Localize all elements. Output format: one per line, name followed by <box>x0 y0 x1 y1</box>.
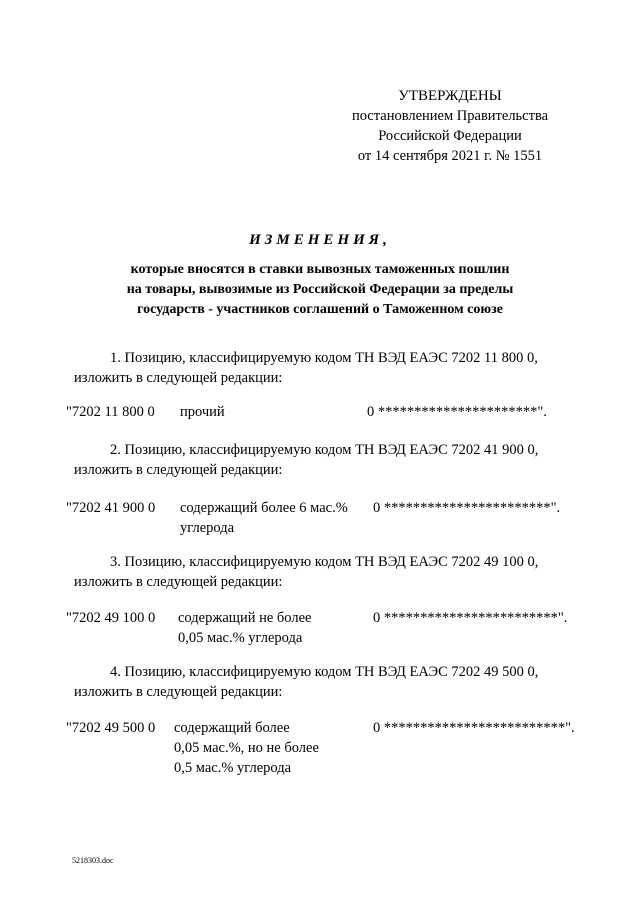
approval-line-2: Российской Федерации <box>378 128 522 144</box>
item-1-desc: прочий <box>180 404 225 420</box>
item-2-entry <box>0 498 640 538</box>
item-2-desc-line-2: углерода <box>180 520 235 536</box>
item-1-paragraph <box>74 348 574 388</box>
item-2-text: 2. Позицию, классифицируемую кодом ТН ВЭД ЕАЭС 7202 41 900 0, <box>110 442 539 458</box>
item-2-paragraph <box>74 440 574 480</box>
item-3-text-cont: изложить в следующей редакции: <box>74 574 283 590</box>
subtitle-line-3: государств - участников соглашений о Таможенном союзе <box>137 302 503 317</box>
item-3-paragraph <box>74 552 574 592</box>
item-4-text-cont: изложить в следующей редакции: <box>74 684 283 700</box>
item-2-code: "7202 41 900 0 <box>66 500 156 516</box>
item-4-entry <box>0 718 640 778</box>
item-3-entry <box>0 608 640 648</box>
approval-line-3: от 14 сентября 2021 г. № 1551 <box>357 148 543 164</box>
item-4-code: "7202 49 500 0 <box>66 720 156 736</box>
item-1-text-cont: изложить в следующей редакции: <box>74 370 283 386</box>
item-3-code: "7202 49 100 0 <box>66 610 156 626</box>
item-3-rate: 0 ************************". <box>373 610 568 626</box>
item-1-code: "7202 11 800 0 <box>66 404 155 420</box>
subtitle-line-2: на товары, вывозимые из Российской Федерации за пределы <box>126 282 514 297</box>
item-4-desc-line-1: содержащий более <box>174 720 290 736</box>
approval-line-1: постановлением Правительства <box>351 108 549 124</box>
approval-block <box>340 86 560 166</box>
item-1-entry <box>0 402 640 422</box>
item-2-rate: 0 ***********************". <box>373 500 561 516</box>
file-name-footer: 5218303.doc <box>72 856 114 865</box>
item-1-text: 1. Позицию, классифицируемую кодом ТН ВЭД ЕАЭС 7202 11 800 0, <box>110 350 538 366</box>
subtitle-line-1: которые вносятся в ставки вывозных таможенных пошлин <box>130 262 510 277</box>
item-1-rate: 0 **********************". <box>367 404 547 420</box>
document-subtitle <box>90 260 550 320</box>
item-4-desc-line-3: 0,5 мас.% углерода <box>174 760 292 776</box>
item-4-text: 4. Позицию, классифицируемую кодом ТН ВЭД ЕАЭС 7202 49 500 0, <box>110 664 539 680</box>
item-3-desc-line-2: 0,05 мас.% углерода <box>178 630 303 646</box>
item-2-desc-line-1: содержащий более 6 мас.% <box>180 500 348 516</box>
item-3-desc-line-1: содержащий не более <box>178 610 312 626</box>
document-title: ИЗМЕНЕНИЯ, <box>249 232 391 248</box>
item-2-text-cont: изложить в следующей редакции: <box>74 462 283 478</box>
item-3-text: 3. Позицию, классифицируемую кодом ТН ВЭД ЕАЭС 7202 49 100 0, <box>110 554 539 570</box>
item-4-desc-line-2: 0,05 мас.%, но не более <box>174 740 319 756</box>
approval-heading: УТВЕРЖДЕНЫ <box>398 88 502 104</box>
item-4-paragraph <box>74 662 574 702</box>
item-4-rate: 0 *************************". <box>373 720 575 736</box>
